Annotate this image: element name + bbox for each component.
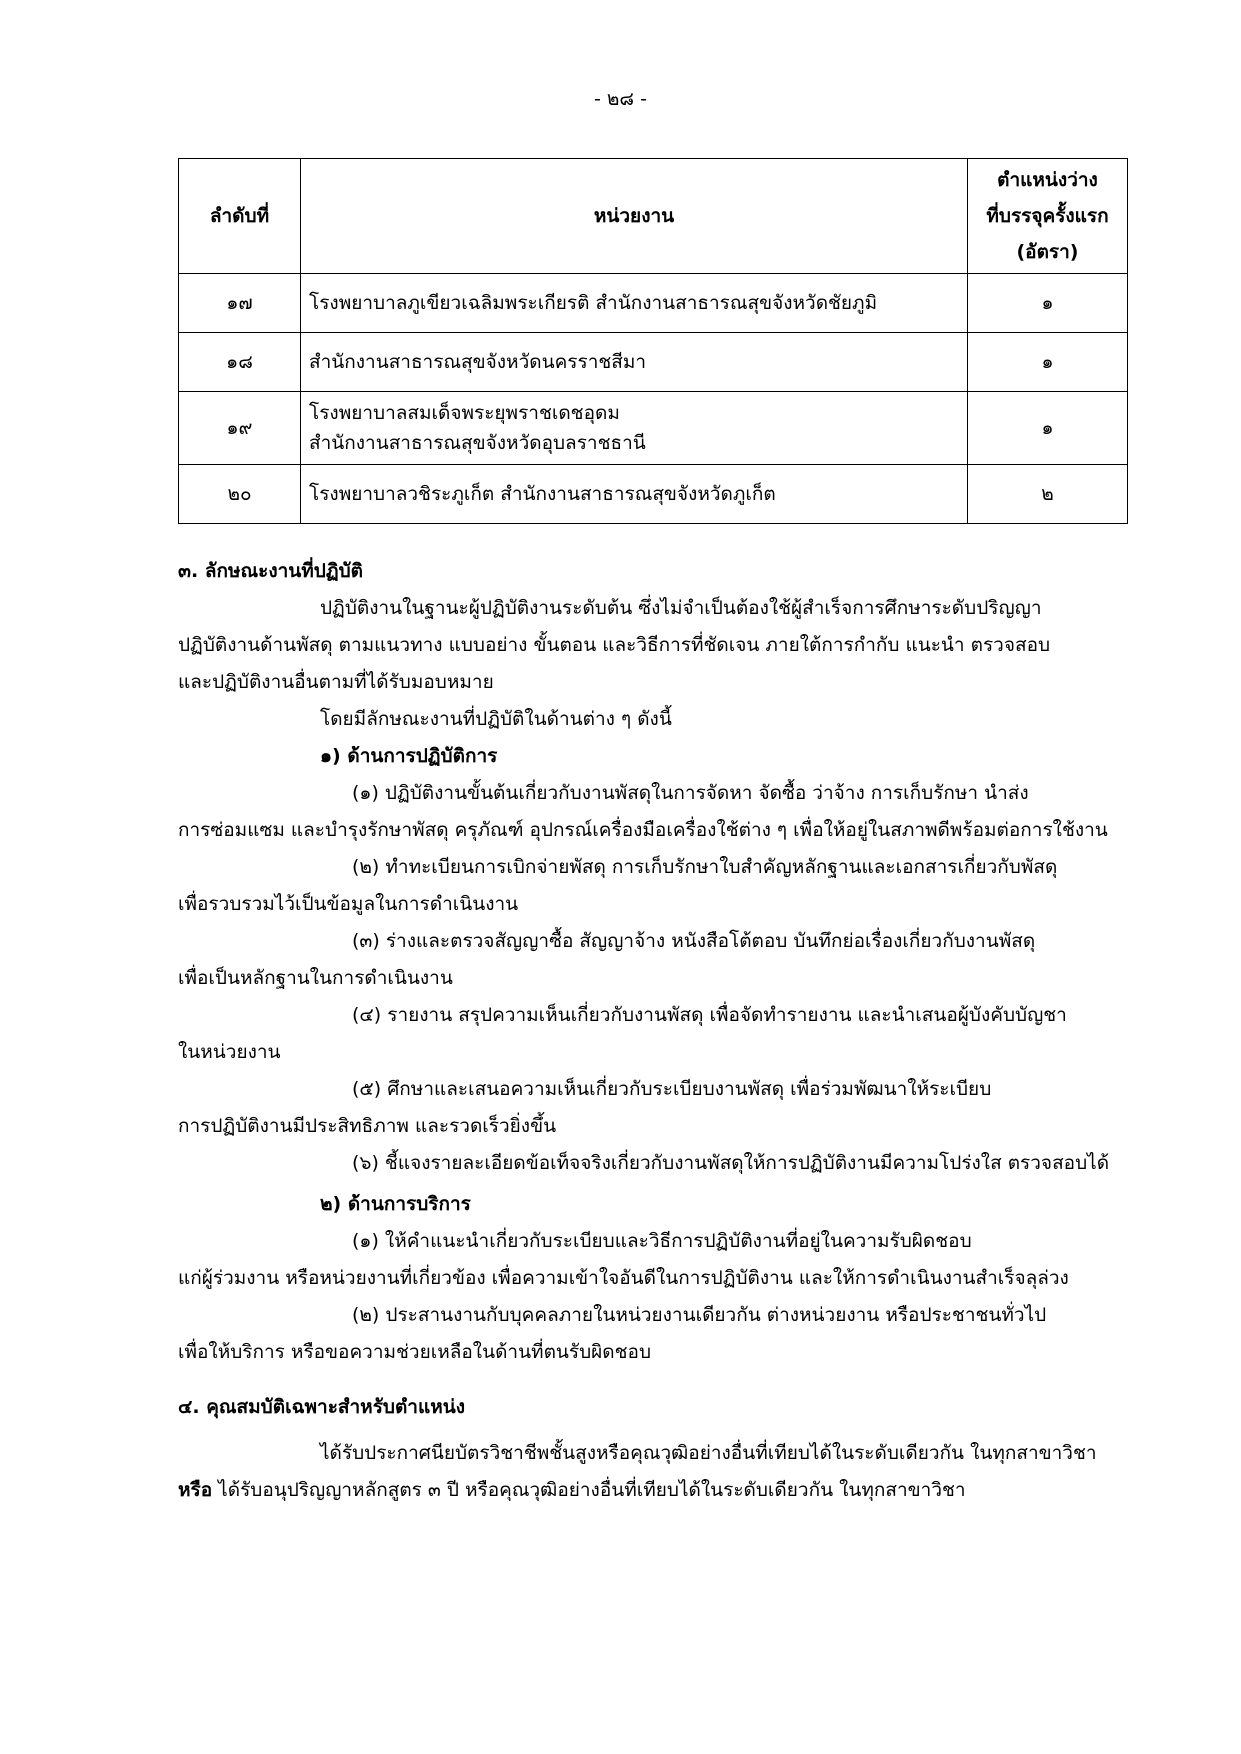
sub1-heading: ๑) ด้านการปฏิบัติการ [320, 745, 498, 767]
row-unit: โรงพยาบาลวชิระภูเก็ต สำนักงานสาธารณสุขจังหวัดภูเก็ต [301, 465, 968, 524]
section3-intro-line: และปฏิบัติงานอื่นตามที่ได้รับมอบหมาย [178, 671, 494, 693]
sub2-line: (๒) ประสานงานกับบุคคลภายในหน่วยงานเดียวกัน ต่างหน่วยงาน หรือประชาชนทั่วไป [352, 1304, 1047, 1326]
header-positions-line2: ที่บรรจุครั้งแรก [986, 205, 1109, 227]
row-unit: โรงพยาบาลภูเขียวเฉลิมพระเกียรติ สำนักงานสาธารณสุขจังหวัดชัยภูมิ [301, 274, 968, 333]
table-row [179, 392, 1128, 465]
sub1-line: การปฏิบัติงานมีประสิทธิภาพ และรวดเร็วยิ่งขึ้น [178, 1115, 557, 1137]
row-count: ๒ [968, 465, 1128, 524]
section4-line: ได้รับประกาศนียบัตรวิชาชีพชั้นสูงหรือคุณวุฒิอย่างอื่นที่เทียบได้ในระดับเดียวกัน ในทุกสาขาวิชา [320, 1442, 1097, 1464]
sub1-line: (๒) ทำทะเบียนการเบิกจ่ายพัสดุ การเก็บรักษาใบสำคัญหลักฐานและเอกสารเกี่ยวกับพัสดุ [352, 856, 1058, 878]
section4-line [178, 1475, 966, 1505]
section4-or-word: หรือ [178, 1479, 213, 1501]
row-unit: สำนักงานสาธารณสุขจังหวัดนครราชสีมา [301, 333, 968, 392]
row-count: ๑ [968, 392, 1128, 465]
header-unit: หน่วยงาน [301, 159, 968, 274]
row-unit [301, 392, 968, 465]
row-unit-line1: โรงพยาบาลสมเด็จพระยุพราชเดชอุดม [309, 402, 620, 424]
header-positions-line1: ตำแหน่งว่าง [997, 169, 1098, 191]
section3-heading: ๓. ลักษณะงานที่ปฏิบัติ [178, 560, 363, 582]
table-row [179, 465, 1128, 524]
sub2-line: แก่ผู้ร่วมงาน หรือหน่วยงานที่เกี่ยวข้อง เพื่อความเข้าใจอันดีในการปฏิบัติงาน และให้การดำเนินงานสำเร็จลุล่วง [178, 1267, 1069, 1289]
sub1-line: (๔) รายงาน สรุปความเห็นเกี่ยวกับงานพัสดุ เพื่อจัดทำรายงาน และนำเสนอผู้บังคับบัญชา [352, 1004, 1067, 1026]
row-number: ๑๗ [179, 274, 301, 333]
header-positions-line3: (อัตรา) [1016, 241, 1079, 263]
section4-heading: ๔. คุณสมบัติเฉพาะสำหรับตำแหน่ง [178, 1396, 466, 1418]
sub1-line: (๑) ปฏิบัติงานขั้นต้นเกี่ยวกับงานพัสดุในการจัดหา จัดซื้อ ว่าจ้าง การเก็บรักษา นำส่ง [352, 782, 1029, 804]
header-positions [968, 159, 1128, 274]
sub2-line: (๑) ให้คำแนะนำเกี่ยวกับระเบียบและวิธีการปฏิบัติงานที่อยู่ในความรับผิดชอบ [352, 1230, 972, 1252]
row-number: ๑๘ [179, 333, 301, 392]
sub1-line: ในหน่วยงาน [178, 1041, 281, 1063]
section3-intro-line: ปฏิบัติงานในฐานะผู้ปฏิบัติงานระดับต้น ซึ่งไม่จำเป็นต้องใช้ผู้สำเร็จการศึกษาระดับปริญญา [320, 597, 1042, 619]
sub2-line: เพื่อให้บริการ หรือขอความช่วยเหลือในด้านที่ตนรับผิดชอบ [178, 1341, 652, 1363]
row-number: ๑๙ [179, 392, 301, 465]
sub1-line: (๕) ศึกษาและเสนอความเห็นเกี่ยวกับระเบียบงานพัสดุ เพื่อร่วมพัฒนาให้ระเบียบ [352, 1078, 992, 1100]
section4-line2-text: ได้รับอนุปริญญาหลักสูตร ๓ ปี หรือคุณวุฒิอย่างอื่นที่เทียบได้ในระดับเดียวกัน ในทุกสาขาวิชา [212, 1479, 966, 1501]
sub1-line: การซ่อมแซม และบำรุงรักษาพัสดุ ครุภัณฑ์ อุปกรณ์เครื่องมือเครื่องใช้ต่าง ๆ เพื่อให้อยู่ในสภาพดีพร้อมต่อการใช้งาน [178, 819, 1108, 841]
row-unit-line2: สำนักงานสาธารณสุขจังหวัดอุบลราชธานี [309, 432, 646, 454]
page-number: - ๒๘ - [594, 88, 647, 110]
header-order: ลำดับที่ [179, 159, 301, 274]
row-number: ๒๐ [179, 465, 301, 524]
sub1-line: (๖) ชี้แจงรายละเอียดข้อเท็จจริงเกี่ยวกับงานพัสดุให้การปฏิบัติงานมีความโปร่งใส ตรวจสอบได้ [352, 1152, 1110, 1174]
sub2-heading: ๒) ด้านการบริการ [320, 1193, 471, 1215]
table-row [179, 333, 1128, 392]
table-header-row [179, 159, 1128, 274]
row-count: ๑ [968, 274, 1128, 333]
table-row [179, 274, 1128, 333]
section3-intro-line: ปฏิบัติงานด้านพัสดุ ตามแนวทาง แบบอย่าง ขั้นตอน และวิธีการที่ชัดเจน ภายใต้การกำกับ แนะนำ ตรวจสอบ [178, 634, 1051, 656]
section3-lead: โดยมีลักษณะงานที่ปฏิบัติในด้านต่าง ๆ ดังนี้ [320, 708, 672, 730]
positions-table [178, 158, 1128, 524]
sub1-line: เพื่อเป็นหลักฐานในการดำเนินงาน [178, 967, 453, 989]
sub1-line: (๓) ร่างและตรวจสัญญาซื้อ สัญญาจ้าง หนังสือโต้ตอบ บันทึกย่อเรื่องเกี่ยวกับงานพัสดุ [352, 930, 1036, 952]
row-count: ๑ [968, 333, 1128, 392]
sub1-line: เพื่อรวบรวมไว้เป็นข้อมูลในการดำเนินงาน [178, 893, 519, 915]
